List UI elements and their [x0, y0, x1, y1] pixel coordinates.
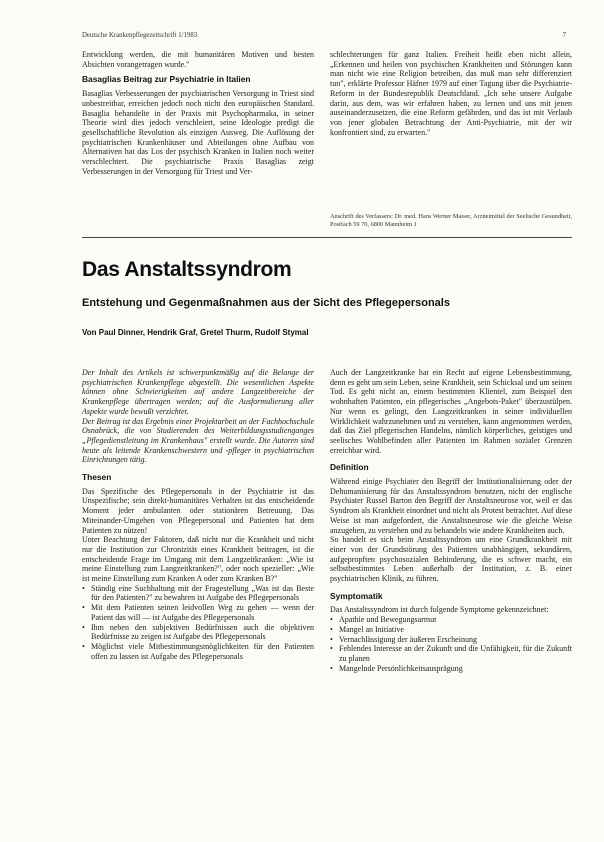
section-heading: Basaglias Beitrag zur Psychiatrie in Italien — [82, 74, 251, 85]
list-item: • Möglichst viele Mitbestimmungsmöglichkeiten für den Patienten offen zu lassen ist Aufgabe des Pflegepersonals — [82, 642, 314, 661]
body-paragraph: Unter Beachtung der Faktoren, daß nicht nur die Krankheit und nicht nur die Institution zur Chronizität eines Krankheit beitragen, ist die entscheidende Frage im Umgang mit dem Langzeitkranken: „Wie ist meine Einstellung zum Langzeitkranken?", oder noch spezieller: „Wie ist meine Einstellung zum Kranken A oder zum Kranken B?" — [82, 535, 314, 584]
page-number: 7 — [562, 32, 566, 39]
list-item: • Apathie und Bewegungsarmut — [330, 615, 572, 625]
symptom-list — [330, 615, 572, 673]
section-heading-definition: Definition — [330, 462, 369, 473]
continued-paragraph: Entwicklung werden, die mit humanitären Motiven und besten Absichten vorangetragen wurde." — [82, 50, 314, 69]
journal-name: Deutsche Krankenpflegezeitschrift 1/1983 — [82, 32, 198, 39]
body-paragraph: schlechterungen für ganz Italien. Freiheit heißt eben nicht allein, „Erkennen und heilen von psychischen Krankheiten und Störungen kann man nicht wie eine Religion betreiben, das muß man sehr differenziert tun", erklärte Professor Häfner 1979 auf einer Tagung über die Psychiatrie-Reform in der Bundesrepublik Deutschland. „Ich sehe unsere Aufgabe darin, aus dem, was wir erfahren haben, zu lernen und uns mit jenen auseinanderzusetzen, die eine Reform gefährden, und das ist mit Verlaub von jener globalen Betrachtung der Anti-Psychiatrie, mit der wir konfrontiert sind, zu erwarten." — [330, 50, 572, 137]
section-heading-symptomatik: Symptomatik — [330, 590, 383, 601]
list-item: • Vernachlässigung der äußeren Erscheinung — [330, 635, 572, 645]
body-paragraph: Das Anstaltssyndrom ist durch folgende Symptome gekennzeichnet: — [330, 605, 549, 615]
body-paragraph: Auch der Langzeitkranke hat ein Recht auf eigene Lebensbestimmung, denn es geht um sein Leben, seine Krankheit, sein Schicksal und um seinen Tod. Es geht nicht an, einem bestimmten Klientel, zum Beispiel den wohnhaften Patienten, ein pflegerisches „Angebots-Paket" überzustülpen. Nur wenn es gelingt, den Langzeitkranken in seiner individuellen Wirklichkeit wahrzunehmen und zu verstehen, kann angenommen werden, daß das Ziel pflegerischen Handelns, nämlich körperliches, geistiges und seelisches Wohlbefinden aller Patienten im Rahmen sozialer Grenzen erreichbar wird. — [330, 368, 572, 455]
author-address: Anschrift des Verfassers: Dr. med. Hans Werner Maiser, Arzneimittel der Seelische Gesundheit, Postfach 59 70, 6800 Mannheim 1 — [330, 213, 572, 228]
left-column — [82, 368, 314, 661]
list-item: • Mit dem Patienten seinen leidvollen Weg zu gehen — wenn der Patient das will — ist Aufgabe des Pflegepersonals — [82, 603, 314, 622]
article-title: Das Anstaltssyndrom — [82, 258, 292, 281]
running-header — [82, 32, 566, 39]
abstract-paragraph: Der Inhalt des Artikels ist schwerpunktmäßig auf die Belange der psychiatrischen Krankenpflege abgestellt. Die wesentlichen Aspekte können ohne Schwierigkeiten auf andere Langzeitbereiche der Krankenpflege übertragen werden; auf die Ausformulierung aller Aspekte wurde bewußt verzichtet. — [82, 368, 314, 416]
top-left-column — [82, 50, 314, 176]
list-item: • Mangel an Initiative — [330, 625, 572, 635]
body-paragraph: Während einige Psychiater den Begriff der Institutionalisierung oder der Dehumanisierung für das Anstaltssyndrom benutzen, nicht der englische Psychiater Russel Barton den Begriff der Anstaltsneurose vor, weil er das Syndrom als Krankheit einordnet und nicht als Protest betrachtet. Auf diese Weise ist man aufgefordert, die Anstaltsneurose wie die gleiche Weise anzugehen, zu verstehen und zu behandeln wie andere Krankheiten auch. — [330, 477, 572, 535]
article-authors: Von Paul Dinner, Hendrik Graf, Gretel Thurm, Rudolf Stymal — [82, 328, 309, 337]
article-abstract — [82, 368, 314, 465]
section-divider — [82, 237, 572, 238]
list-item: • Ihm neben den subjektiven Bedürfnissen auch die objektiven Bedürfnisse zu zeigen ist Aufgabe des Pflegepersonals — [82, 623, 314, 642]
right-column — [330, 368, 572, 673]
article-subtitle: Entstehung und Gegenmaßnahmen aus der Sicht des Pflegepersonals — [82, 297, 450, 309]
abstract-paragraph: Der Beitrag ist das Ergebnis einer Projektarbeit an der Fachhochschule Osnabrück, die von Studierenden des Weiterbildungsstudienganges „Pflegedienstleitung im Krankenhaus" erstellt wurde. Die Autoren sind heute als leitende Krankenschwestern und -pfleger in psychiatrischen Einrichtungen tätig. — [82, 416, 314, 465]
body-paragraph: So handelt es sich beim Anstaltssyndrom um eine Grundkrankheit mit einer von der Grundstörung des Patienten unabhängigen, sekundären, aufgepropften psychosozialen Behinderung, die es schwer macht, ein selbstbestimmtes Leben außerhalb der Institution, z. B. einer psychiatrischen Klinik, zu führen. — [330, 535, 572, 584]
body-paragraph: Basaglias Verbesserungen der psychiatrischen Versorgung in Triest sind unbestreitbar, erreichen jedoch noch nicht den europäischen Standard. Basaglia behandelte in der Praxis mit Psychopharmaka, in seiner Theorie wird dies jedoch verschleiert, seine Ideologie predigt die gesellschaftliche Revolution als einzigen Ausweg. Die Auflösung der psychiatrischen Krankenhäuser und Abteilungen ohne Aufbau von Alternativen hat das Los der psychisch Kranken in Italien noch weiter verschlechtert. Die psychiatrische Praxis Basaglias zeigt Verbesserungen in der Versorgung für Triest und Ver- — [82, 89, 314, 176]
list-item: • Ständig eine Suchhaltung mit der Fragestellung „Was ist das Beste für den Patienten?" zu bewahren ist Aufgabe des Pflegepersonals — [82, 584, 314, 603]
thesen-list — [82, 584, 314, 662]
top-right-column — [330, 50, 572, 137]
list-item: • Fehlendes Interesse an der Zukunft und die Unfähigkeit, für die Zukunft zu planen — [330, 644, 572, 663]
section-heading-thesen: Thesen — [82, 472, 112, 483]
body-paragraph: Das Spezifische des Pflegepersonals in der Psychiatrie ist das Unspezifische; sein direkt-humanitäres Verhalten ist das entscheidende Moment jeder ambulanten oder stationären Betreuung. Das Miteinander-Umgehen von Pflegepersonal und Patienten hat dem Patienten zu nützen! — [82, 486, 314, 535]
list-item: • Mangelnde Persönlichkeitsausprägung — [330, 664, 572, 674]
